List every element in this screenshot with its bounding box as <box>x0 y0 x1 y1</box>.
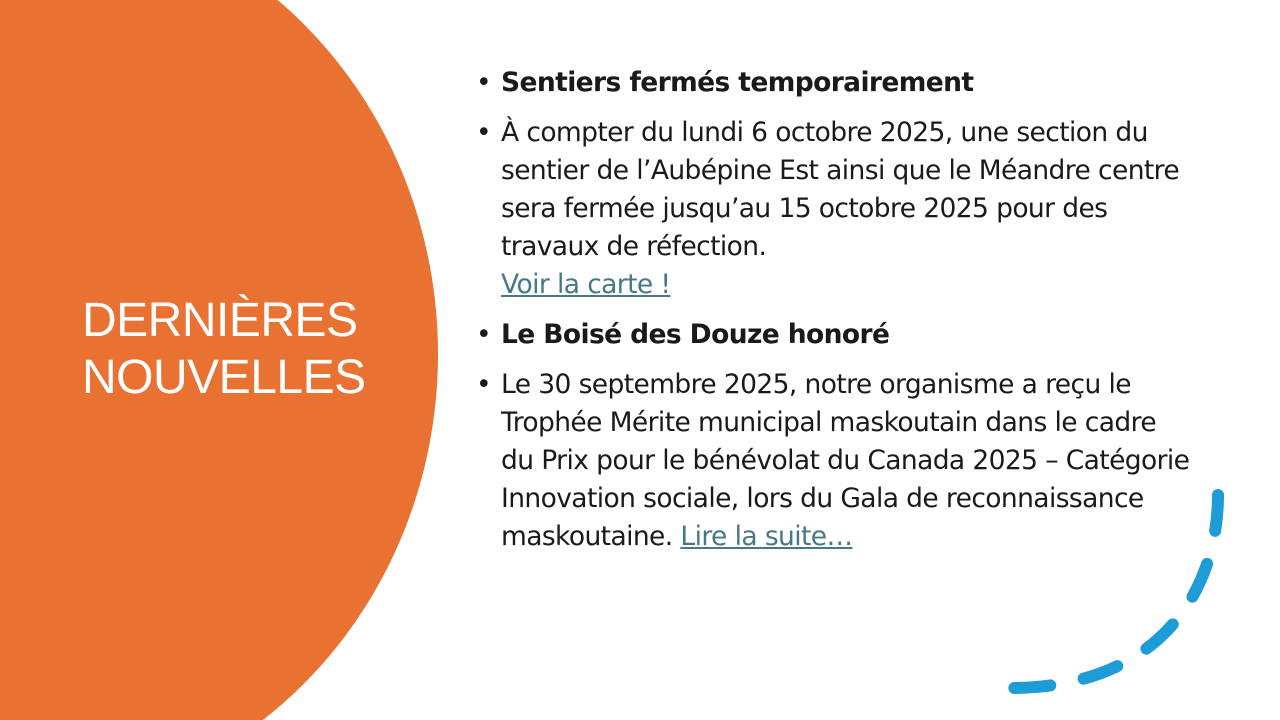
view-map-link[interactable]: Voir la carte ! <box>501 269 671 300</box>
news-body-text: À compter du lundi 6 octobre 2025, une section du sentier de l’Aubépine Est ainsi que le Méandre centre sera fermée jusqu’au 15 octobre 2025 pour des travaux de réfection. <box>501 117 1180 262</box>
bullet: • <box>476 67 492 98</box>
news-heading-trails <box>470 64 1190 102</box>
read-more-link[interactable]: Lire la suite… <box>680 521 853 552</box>
slide-title: DERNIÈRES NOUVELLES <box>82 294 366 404</box>
news-heading-text: Sentiers fermés temporairement <box>501 67 974 98</box>
dashed-arc-decoration <box>960 470 1260 720</box>
news-heading-award <box>470 316 1190 354</box>
bullet: • <box>476 369 492 400</box>
news-heading-text: Le Boisé des Douze honoré <box>501 319 890 350</box>
bullet: • <box>476 319 492 350</box>
news-body-trails <box>470 114 1190 304</box>
bullet: • <box>476 117 492 148</box>
news-body-text: Le 30 septembre 2025, notre organisme a reçu le Trophée Mérite municipal maskoutain dans le cadre du Prix pour le bénévolat du Canada 2025 – Catégorie Innovation sociale, lors du Gala de reconnaissance maskoutaine. <box>501 369 1190 552</box>
